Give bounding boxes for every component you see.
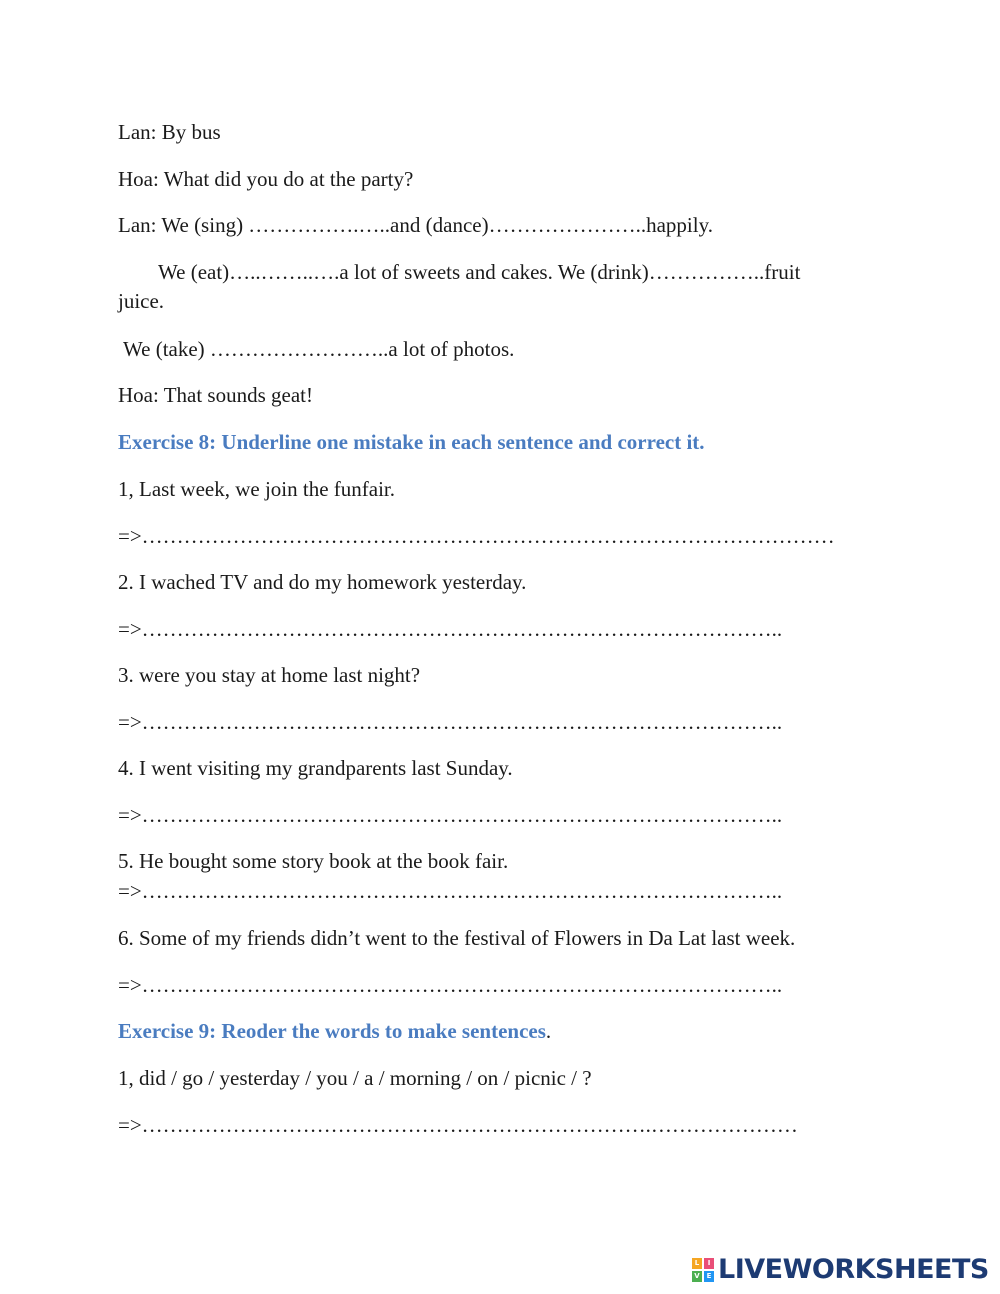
logo-block-e: E	[704, 1271, 714, 1282]
ex8-question-2: 2. I wached TV and do my homework yesterday.	[118, 570, 527, 594]
dialogue-line-6: Hoa: That sounds geat!	[118, 383, 313, 407]
exercise-9-title-period: .	[545, 1019, 552, 1043]
exercise-9-title-row	[118, 1016, 551, 1046]
ex8-question-5: 5. He bought some story book at the book fair.	[118, 849, 509, 873]
ex8-answer-3[interactable]: =>………………………………………………………………………………..	[118, 710, 783, 734]
exercise-9-title: Exercise 9: Reoder the words to make sentences	[118, 1019, 546, 1043]
ex8-question-1: 1, Last week, we join the funfair.	[118, 477, 395, 501]
dialogue-line-3[interactable]: Lan: We (sing) …………….…..and (dance)…………………..happily.	[118, 213, 713, 237]
ex9-answer-1[interactable]: =>……………………………………………………………….…………………	[118, 1113, 798, 1137]
ex9-question-1: 1, did / go / yesterday / you / a / morning / on / picnic / ?	[118, 1066, 592, 1090]
ex8-answer-4[interactable]: =>………………………………………………………………………………..	[118, 803, 783, 827]
logo-block-l: L	[692, 1258, 702, 1269]
dialogue-line-2: Hoa: What did you do at the party?	[118, 167, 414, 191]
ex8-answer-5[interactable]: =>………………………………………………………………………………..	[118, 879, 783, 903]
logo-text: LIVEWORKSHEETS	[718, 1254, 989, 1285]
logo-block-v: V	[692, 1271, 702, 1282]
ex8-question-4: 4. I went visiting my grandparents last Sunday.	[118, 756, 513, 780]
ex8-answer-1[interactable]: =>………………………………………………………………………………………	[118, 524, 835, 548]
ex8-question-6: 6. Some of my friends didn’t went to the festival of Flowers in Da Lat last week.	[118, 926, 796, 950]
dialogue-line-4[interactable]: We (eat)…..……..….a lot of sweets and cakes. We (drink)……………..fruit	[158, 260, 801, 284]
dialogue-line-5[interactable]: We (take) ……………………..a lot of photos.	[123, 337, 515, 361]
logo-block-i: I	[704, 1258, 714, 1269]
exercise-8-title: Exercise 8: Underline one mistake in each sentence and correct it.	[118, 430, 705, 454]
dialogue-line-4-cont: juice.	[118, 289, 165, 313]
ex8-question-3: 3. were you stay at home last night?	[118, 663, 421, 687]
liveworksheets-logo[interactable]	[692, 1254, 989, 1285]
logo-blocks-icon	[692, 1258, 714, 1282]
ex8-answer-6[interactable]: =>………………………………………………………………………………..	[118, 973, 783, 997]
dialogue-line-1: Lan: By bus	[118, 120, 221, 144]
ex8-answer-2[interactable]: =>………………………………………………………………………………..	[118, 617, 783, 641]
